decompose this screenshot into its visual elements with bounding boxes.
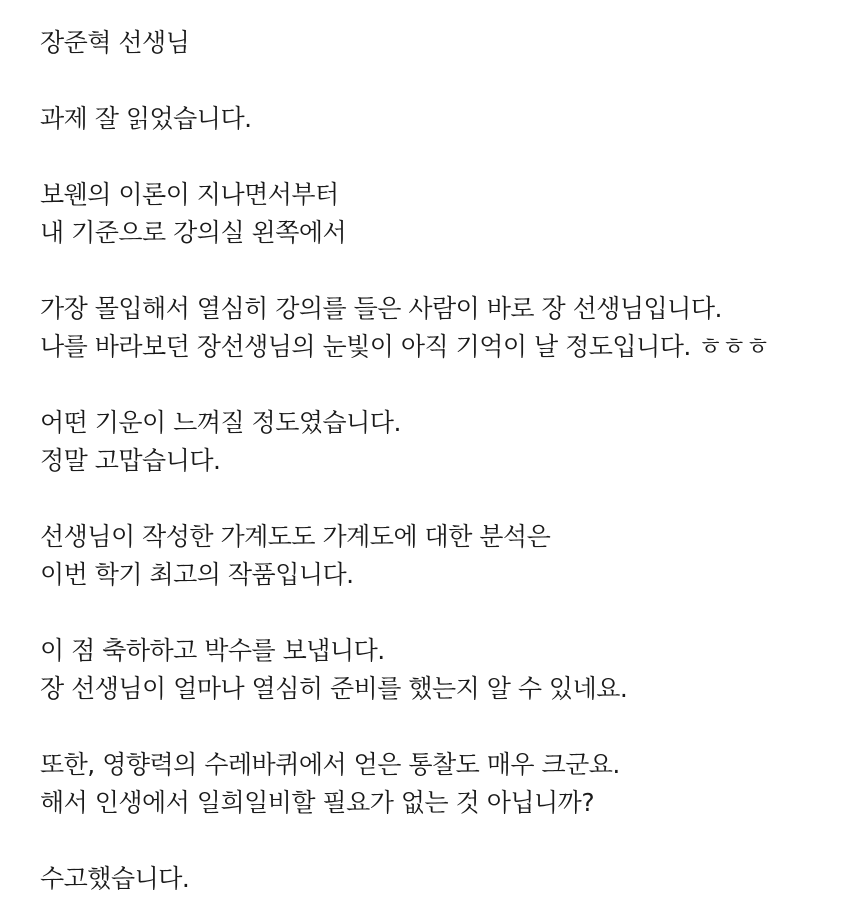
paragraph-gap <box>40 480 840 518</box>
text-line: 나를 바라보던 장선생님의 눈빛이 아직 기억이 날 정도입니다. ㅎㅎㅎ <box>40 332 770 361</box>
paragraph-gap <box>40 252 840 290</box>
text-line: 또한, 영향력의 수레바퀴에서 얻은 통찰도 매우 크군요. <box>40 750 620 779</box>
paragraph-gap <box>40 62 840 100</box>
text-line: 가장 몰입해서 열심히 강의를 들은 사람이 바로 장 선생님입니다. <box>40 294 722 323</box>
greeting-line: 장준혁 선생님 <box>40 28 190 57</box>
paragraph-gap <box>40 822 840 860</box>
paragraph-gap <box>40 708 840 746</box>
paragraph-gap <box>40 594 840 632</box>
paragraph-gap <box>40 138 840 176</box>
text-line: 이 점 축하하고 박수를 보냅니다. <box>40 636 385 665</box>
text-line: 어떤 기운이 느껴질 정도였습니다. <box>40 408 401 437</box>
paragraph-gap <box>40 366 840 404</box>
closing-line: 수고했습니다. <box>40 864 190 893</box>
text-line: 이번 학기 최고의 작품입니다. <box>40 560 354 589</box>
text-line: 과제 잘 읽었습니다. <box>40 104 252 133</box>
text-line: 해서 인생에서 일희일비할 필요가 없는 것 아닙니까? <box>40 788 595 817</box>
letter-body <box>40 24 840 898</box>
text-line: 내 기준으로 강의실 왼쪽에서 <box>40 218 347 247</box>
text-line: 정말 고맙습니다. <box>40 446 221 475</box>
text-line: 장 선생님이 얼마나 열심히 준비를 했는지 알 수 있네요. <box>40 674 628 703</box>
text-line: 선생님이 작성한 가계도도 가계도에 대한 분석은 <box>40 522 551 551</box>
text-line: 보웬의 이론이 지나면서부터 <box>40 180 339 209</box>
